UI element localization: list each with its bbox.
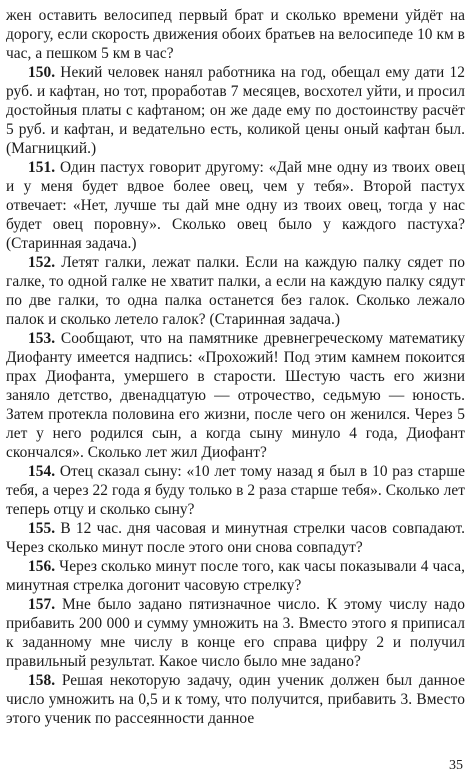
- problem-152: [6, 253, 465, 329]
- problem-153: [6, 329, 465, 462]
- problem-text: Решая некоторую задачу, один ученик должен был данное число умножить на 0,5 и к тому, что получится, прибавить 3. Вместо этого ученик по рассеянности данное: [6, 672, 465, 727]
- problem-number: 154.: [28, 463, 56, 480]
- problem-text: Сообщают, что на памятнике древнегреческому математику Диофанту имеется надпись: «Прохожий! Под этим камнем покоится прах Диофанта, умершего в старости. Шестую часть его жизни заняло детство, двенадцатую — отрочество, седьмую — юность. Затем протекла половина его жизни, после чего он женился. Через 5 лет у него родился сын, а когда сыну минуло 4 года, Диофант скончался». Сколько лет жил Диофант?: [6, 330, 465, 461]
- problem-157: [6, 595, 465, 671]
- page-body: [6, 6, 465, 728]
- problem-text: Один пастух говорит другому: «Дай мне одну из твоих овец и у меня будет вдвое более овец, чем у тебя». Второй пастух отвечает: «Нет, лучше ты дай мне одну из твоих овец, тогда у нас будет овец поровну». Сколько овец было у каждого пастуха? (Старинная задача.): [6, 159, 465, 252]
- problem-text: Отец сказал сыну: «10 лет тому назад я был в 10 раз старше тебя, а через 22 года я буду только в 2 раза старше тебя». Сколько лет теперь отцу и сколько сыну?: [6, 463, 465, 518]
- page-number: 35: [449, 758, 463, 773]
- problem-156: [6, 557, 465, 595]
- problem-155: [6, 519, 465, 557]
- paragraph-continuation: [6, 6, 465, 63]
- problem-number: 150.: [28, 64, 56, 81]
- problem-number: 155.: [28, 520, 56, 537]
- problem-number: 152.: [28, 254, 56, 271]
- problem-text: Мне было задано пятизначное число. К этому числу надо прибавить 200 000 и сумму умножить на 3. Вместо этого я приписал к заданному мне числу в конце его справа цифру 2 и получил правильный результат. Какое число было мне задано?: [6, 596, 465, 670]
- problem-number: 158.: [28, 672, 56, 689]
- problem-150: [6, 63, 465, 158]
- problem-number: 156.: [28, 558, 56, 575]
- problem-number: 153.: [28, 330, 56, 347]
- problem-text: В 12 час. дня часовая и минутная стрелки часов совпадают. Через сколько минут после этого они снова совпадут?: [6, 520, 465, 556]
- problem-151: [6, 158, 465, 253]
- problem-text: Летят галки, лежат палки. Если на каждую палку сядет по галке, то одной галке не хватит палки, а если на каждую палку сядут по две галки, то одна палка останется без галок. Сколько лежало палок и сколько летело галок? (Старинная задача.): [6, 254, 465, 328]
- problem-158: [6, 671, 465, 728]
- problem-154: [6, 462, 465, 519]
- problem-number: 151.: [28, 159, 56, 176]
- paragraph-text: жен оставить велосипед первый брат и сколько времени уйдёт на дорогу, если скорость движения обоих братьев на велосипеде 10 км в час, а пешком 5 км в час?: [6, 7, 465, 62]
- problem-text: Некий человек нанял работника на год, обещал ему дати 12 руб. и кафтан, но тот, проработав 7 месяцев, восхотел уйти, и просил достойныя платы с кафтаном; он же даде ему по достоинству расчёт 5 руб. и кафтан, и ведательно есть, коликой цены оный кафтан был. (Магницкий.): [6, 64, 465, 157]
- problem-text: Через сколько минут после того, как часы показывали 4 часа, минутная стрелка догонит часовую стрелку?: [6, 558, 465, 594]
- problem-number: 157.: [28, 596, 56, 613]
